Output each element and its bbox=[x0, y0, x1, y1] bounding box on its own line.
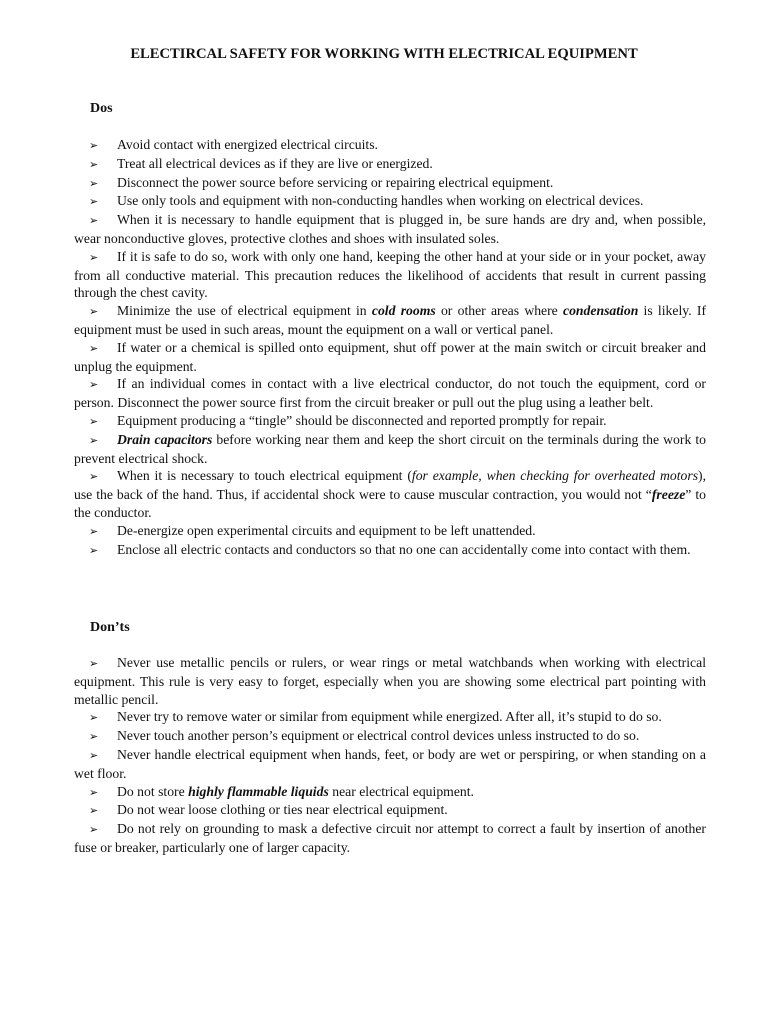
arrow-bullet-icon: ➢ bbox=[89, 785, 99, 799]
arrow-bullet-icon: ➢ bbox=[89, 214, 99, 228]
dos-heading: Dos bbox=[90, 101, 113, 116]
list-item: ➢ Disconnect the power source before servicing or repairing electrical equipment. bbox=[74, 174, 706, 193]
list-item: ➢ Do not store highly flammable liquids near electrical equipment. bbox=[74, 783, 706, 802]
arrow-bullet-icon: ➢ bbox=[89, 543, 99, 557]
list-item: ➢ If it is safe to do so, work with only one hand, keeping the other hand at your side or in your pocket, away from all conductive material. This precaution reduces the likelihood of accidents that result in current passing through the chest cavity. bbox=[74, 248, 706, 301]
list-item: ➢ Minimize the use of electrical equipment in cold rooms or other areas where condensation is likely. If equipment must be used in such areas, mount the equipment on a wall or vertical panel. bbox=[74, 303, 706, 337]
list-item: ➢ Avoid contact with energized electrical circuits. bbox=[74, 136, 706, 155]
arrow-bullet-icon: ➢ bbox=[89, 305, 99, 319]
arrow-bullet-icon: ➢ bbox=[89, 341, 99, 355]
list-item: ➢ De-energize open experimental circuits and equipment to be left unattended. bbox=[74, 522, 706, 541]
donts-heading: Don’ts bbox=[90, 620, 130, 635]
arrow-bullet-icon: ➢ bbox=[89, 433, 99, 447]
arrow-bullet-icon: ➢ bbox=[89, 748, 99, 762]
list-item: ➢ Equipment producing a “tingle” should be disconnected and reported promptly for repair. bbox=[74, 412, 706, 431]
arrow-bullet-icon: ➢ bbox=[89, 711, 99, 725]
arrow-bullet-icon: ➢ bbox=[89, 823, 99, 837]
arrow-bullet-icon: ➢ bbox=[89, 414, 99, 428]
arrow-bullet-icon: ➢ bbox=[89, 730, 99, 744]
list-item: ➢ Enclose all electric contacts and conductors so that no one can accidentally come into contact with them. bbox=[74, 541, 706, 560]
list-item: ➢ Never use metallic pencils or rulers, or wear rings or metal watchbands when working with electrical equipment. This rule is very easy to forget, especially when you are showing some electrical part pointing with metallic pencil. bbox=[74, 655, 706, 707]
list-item: ➢ Drain capacitors before working near them and keep the short circuit on the terminals during the work to prevent electrical shock. bbox=[74, 431, 706, 466]
arrow-bullet-icon: ➢ bbox=[89, 139, 99, 152]
arrow-bullet-icon: ➢ bbox=[89, 195, 99, 209]
list-item: ➢ Treat all electrical devices as if they are live or energized. bbox=[74, 155, 706, 174]
arrow-bullet-icon: ➢ bbox=[89, 250, 99, 264]
list-item: ➢ When it is necessary to handle equipment that is plugged in, be sure hands are dry and, when possible, wear nonconductive gloves, protective clothes and shoes with insulated soles. bbox=[74, 212, 706, 246]
list-item: ➢ When it is necessary to touch electrical equipment (for example, when checking for overheated motors), use the back of the hand. Thus, if accidental shock were to cause muscular contraction, you would not “freeze” to the conductor. bbox=[74, 468, 706, 520]
page-title: ELECTIRCAL SAFETY FOR WORKING WITH ELECTRICAL EQUIPMENT bbox=[130, 46, 638, 62]
dos-list bbox=[74, 136, 706, 559]
list-item: ➢ Never try to remove water or similar from equipment while energized. After all, it’s stupid to do so. bbox=[74, 708, 706, 727]
arrow-bullet-icon: ➢ bbox=[89, 157, 99, 171]
list-item: ➢ Use only tools and equipment with non-conducting handles when working on electrical devices. bbox=[74, 192, 706, 211]
arrow-bullet-icon: ➢ bbox=[89, 657, 99, 670]
arrow-bullet-icon: ➢ bbox=[89, 378, 99, 392]
arrow-bullet-icon: ➢ bbox=[89, 470, 99, 484]
list-item: ➢ If an individual comes in contact with a live electrical conductor, do not touch the equipment, cord or person. Disconnect the power source first from the circuit breaker or pull out the plug using a leather belt. bbox=[74, 376, 706, 411]
donts-list bbox=[74, 654, 706, 857]
list-item: ➢ If water or a chemical is spilled onto equipment, shut off power at the main switch or circuit breaker and unplug the equipment. bbox=[74, 339, 706, 374]
list-item: ➢ Do not wear loose clothing or ties near electrical equipment. bbox=[74, 801, 706, 820]
list-item: ➢ Do not rely on grounding to mask a defective circuit nor attempt to correct a fault by insertion of another fuse or breaker, particularly one of larger capacity. bbox=[74, 821, 706, 855]
list-item: ➢ Never handle electrical equipment when hands, feet, or body are wet or perspiring, or when standing on a wet floor. bbox=[74, 746, 706, 781]
arrow-bullet-icon: ➢ bbox=[89, 524, 99, 538]
arrow-bullet-icon: ➢ bbox=[89, 176, 99, 190]
arrow-bullet-icon: ➢ bbox=[89, 804, 99, 818]
list-item: ➢ Never touch another person’s equipment or electrical control devices unless instructed to do so. bbox=[74, 727, 706, 746]
